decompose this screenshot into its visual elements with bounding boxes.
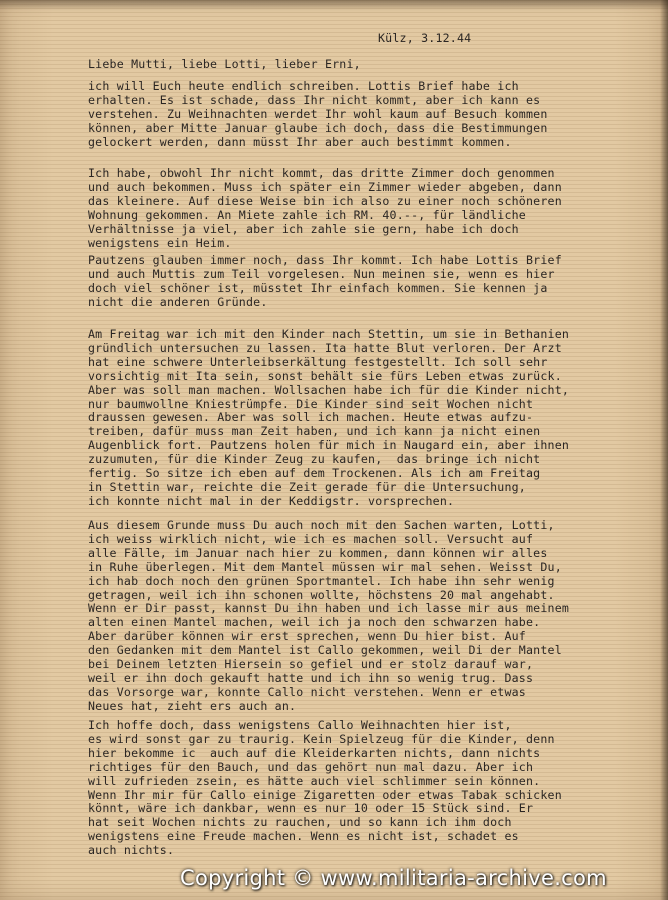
letter-paragraph: Ich hoffe doch, dass wenigstens Callo Weihnachten hier ist, es wird sonst gar zu traurig. Kein Spielzeug für die Kinder, denn hier bekomme ic auch auf die Kleiderkarten nichts, dann nichts richtiges für den Bauch, und das gehört nun mal dazu. Aber ich will zufrieden zsein, es hätte auch viel schlimmer sein können. Wenn Ihr mir für Callo einige Zigaretten oder etwas Tabak schicken könnt, wäre ich dankbar, wenn es nur 10 oder 15 Stück sind. Er hat seit Wochen nichts zu rauchen, und so kann ich ihm doch wenigstens eine Freude machen. Wenn es nicht ist, schadet es auch nichts. xyxy=(88,718,562,858)
letter-paragraph: Ich habe, obwohl Ihr nicht kommt, das dritte Zimmer doch genommen und auch bekommen. Muss ich später ein Zimmer wieder abgeben, dann das kleinere. Auf diese Weise bin ich also zu einer noch schöneren Wohnung gekommen. An Miete zahle ich RM. 40.--, für ländliche Verhältnisse ja viel, aber ich zahle sie gern, habe ich doch wenigstens ein Heim. xyxy=(88,166,562,250)
letter-paragraph: ich will Euch heute endlich schreiben. Lottis Brief habe ich erhalten. Es ist schade, dass Ihr nicht kommt, aber ich kann es verstehen. Zu Weihnachten werdet Ihr wohl kaum auf Besuch kommen können, aber Mitte Januar glaube ich doch, dass die Bestimmungen gelockert werden, dann müsst Ihr aber auch bestimmt kommen. xyxy=(88,79,548,149)
letter-date: Külz, 3.12.44 xyxy=(378,31,472,45)
copyright-watermark: Copyright © www.militaria-archive.com xyxy=(180,866,607,890)
letter-paragraph: Pautzens glauben immer noch, dass Ihr kommt. Ich habe Lottis Brief und auch Muttis zum Teil vorgelesen. Nun meinen sie, wenn es hier doch viel schöner ist, müsstet Ihr einfach kommen. Sie kennen ja nicht die anderen Gründe. xyxy=(88,253,562,309)
letter-salutation: Liebe Mutti, liebe Lotti, lieber Erni, xyxy=(88,57,361,71)
letter-paragraph: Aus diesem Grunde muss Du auch noch mit den Sachen warten, Lotti, ich weiss wirklich nicht, wie ich es machen soll. Versucht auf alle Fälle, im Januar nach hier zu kommen, dann können wir alles in Ruhe überlegen. Mit dem Mantel müssen wir mal sehen. Weisst Du, ich hab doch noch den grünen Sportmantel. Ich habe ihn sehr wenig getragen, weil ich ihn schonen wollte, höchstens 20 mal angehabt. Wenn er Dir passt, kannst Du ihn haben und ich lasse mir aus meinem alten einen Mantel machen, weil ich ja noch den schwarzen habe. Aber darüber können wir erst sprechen, wenn Du hier bist. Auf den Gedanken mit dem Mantel ist Callo gekommen, weil Di der Mantel bei Deinem letzten Hiersein so gefiel und er stolz darauf war, weil er ihn doch gekauft hatte und ich ihn so wenig trug. Dass das Vorsorge war, konnte Callo nicht verstehen. Wenn er etwas Neues hat, zieht ers auch an. xyxy=(88,518,570,713)
letter-paragraph: Am Freitag war ich mit den Kinder nach Stettin, um sie in Bethanien gründlich untersuchen zu lassen. Ita hatte Blut verloren. Der Arzt hat eine schwere Unterleibserkältung festgestellt. Ich soll sehr vorsichtig mit Ita sein, sonst behält sie fürs Leben etwas zurück. Aber was soll man machen. Wollsachen habe ich für die Kinder nicht, nur baumwollne Kniestrümpfe. Die Kinder sind seit Wochen nicht draussen gewesen. Aber was soll ich machen. Heute etwas aufzu- treiben, dafür muss man Zeit haben, und ich kann ja nicht einen Augenblick fort. Pautzens holen für mich in Naugard ein, aber ihnen zuzumuten, für die Kinder Zeug zu kaufen, das bringe ich nicht fertig. So sitze ich eben auf dem Trockenen. Als ich am Freitag in Stettin war, reichte die Zeit gerade für die Untersuchung, ich konnte nicht mal in der Keddigstr. vorsprechen. xyxy=(88,327,570,508)
